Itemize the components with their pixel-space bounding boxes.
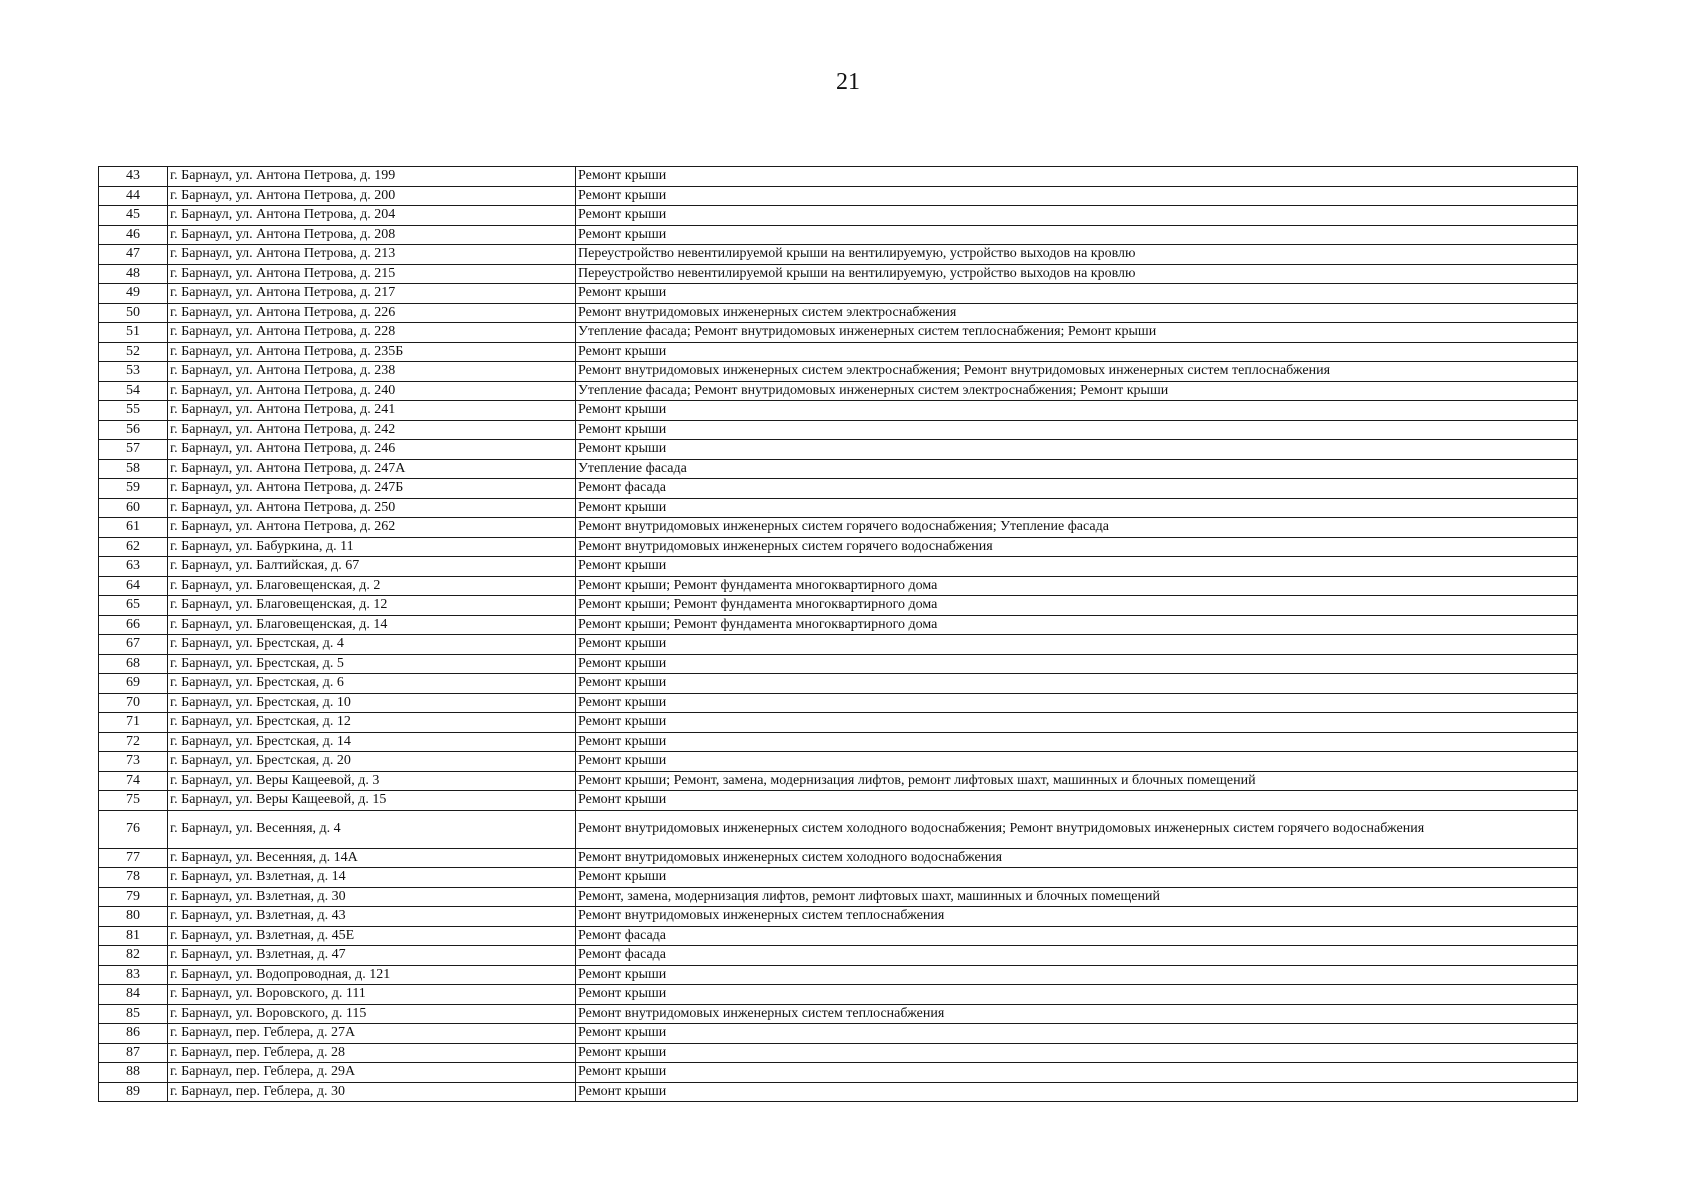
- row-number-cell: 67: [99, 635, 168, 655]
- work-type-cell: Ремонт крыши: [576, 965, 1578, 985]
- table-row: [99, 557, 1578, 577]
- work-type-cell: Ремонт крыши; Ремонт, замена, модернизация лифтов, ремонт лифтовых шахт, машинных и блочных помещений: [576, 771, 1578, 791]
- row-number-cell: 68: [99, 654, 168, 674]
- address-cell: г. Барнаул, ул. Взлетная, д. 43: [168, 907, 576, 927]
- row-number-cell: 88: [99, 1063, 168, 1083]
- address-cell: г. Барнаул, пер. Геблера, д. 29А: [168, 1063, 576, 1083]
- address-cell: г. Барнаул, ул. Антона Петрова, д. 228: [168, 323, 576, 343]
- table-row: [99, 868, 1578, 888]
- address-cell: г. Барнаул, ул. Бабуркина, д. 11: [168, 537, 576, 557]
- table-row: [99, 342, 1578, 362]
- row-number-cell: 76: [99, 810, 168, 848]
- table-body: [99, 167, 1578, 1102]
- address-cell: г. Барнаул, ул. Веры Кащеевой, д. 15: [168, 791, 576, 811]
- table-row: [99, 303, 1578, 323]
- table-row: [99, 206, 1578, 226]
- table-row: [99, 907, 1578, 927]
- table-row: [99, 615, 1578, 635]
- work-type-cell: Переустройство невентилируемой крыши на вентилируемую, устройство выходов на кровлю: [576, 245, 1578, 265]
- table-row: [99, 1063, 1578, 1083]
- row-number-cell: 84: [99, 985, 168, 1005]
- row-number-cell: 56: [99, 420, 168, 440]
- work-type-cell: Ремонт крыши: [576, 752, 1578, 772]
- address-cell: г. Барнаул, ул. Водопроводная, д. 121: [168, 965, 576, 985]
- page-number: 21: [836, 69, 860, 95]
- row-number-cell: 50: [99, 303, 168, 323]
- row-number-cell: 62: [99, 537, 168, 557]
- address-cell: г. Барнаул, ул. Благовещенская, д. 12: [168, 596, 576, 616]
- address-cell: г. Барнаул, ул. Антона Петрова, д. 217: [168, 284, 576, 304]
- address-cell: г. Барнаул, ул. Брестская, д. 10: [168, 693, 576, 713]
- work-type-cell: Ремонт внутридомовых инженерных систем горячего водоснабжения; Утепление фасада: [576, 518, 1578, 538]
- table-row: [99, 654, 1578, 674]
- row-number-cell: 73: [99, 752, 168, 772]
- table-row: [99, 887, 1578, 907]
- table-row: [99, 323, 1578, 343]
- row-number-cell: 86: [99, 1024, 168, 1044]
- row-number-cell: 63: [99, 557, 168, 577]
- work-type-cell: Ремонт крыши: [576, 225, 1578, 245]
- row-number-cell: 89: [99, 1082, 168, 1102]
- work-type-cell: Ремонт крыши: [576, 1082, 1578, 1102]
- table-row: [99, 791, 1578, 811]
- address-cell: г. Барнаул, ул. Антона Петрова, д. 250: [168, 498, 576, 518]
- work-type-cell: Утепление фасада; Ремонт внутридомовых инженерных систем теплоснабжения; Ремонт крыши: [576, 323, 1578, 343]
- address-cell: г. Барнаул, ул. Брестская, д. 5: [168, 654, 576, 674]
- address-cell: г. Барнаул, пер. Геблера, д. 27А: [168, 1024, 576, 1044]
- row-number-cell: 48: [99, 264, 168, 284]
- work-type-cell: Ремонт крыши: [576, 713, 1578, 733]
- table-row: [99, 518, 1578, 538]
- address-cell: г. Барнаул, ул. Антона Петрова, д. 247А: [168, 459, 576, 479]
- work-type-cell: Ремонт крыши: [576, 732, 1578, 752]
- table-row: [99, 946, 1578, 966]
- row-number-cell: 66: [99, 615, 168, 635]
- address-cell: г. Барнаул, ул. Веры Кащеевой, д. 3: [168, 771, 576, 791]
- row-number-cell: 58: [99, 459, 168, 479]
- address-cell: г. Барнаул, ул. Антона Петрова, д. 262: [168, 518, 576, 538]
- address-cell: г. Барнаул, ул. Весенняя, д. 4: [168, 810, 576, 848]
- table-row: [99, 479, 1578, 499]
- work-type-cell: Ремонт крыши: [576, 1043, 1578, 1063]
- address-cell: г. Барнаул, ул. Брестская, д. 20: [168, 752, 576, 772]
- address-cell: г. Барнаул, пер. Геблера, д. 30: [168, 1082, 576, 1102]
- work-type-cell: Ремонт внутридомовых инженерных систем электроснабжения; Ремонт внутридомовых инженерных систем теплоснабжения: [576, 362, 1578, 382]
- work-type-cell: Ремонт крыши: [576, 693, 1578, 713]
- row-number-cell: 72: [99, 732, 168, 752]
- table-row: [99, 459, 1578, 479]
- table-row: [99, 1082, 1578, 1102]
- row-number-cell: 64: [99, 576, 168, 596]
- work-type-cell: Ремонт внутридомовых инженерных систем холодного водоснабжения; Ремонт внутридомовых инженерных систем горячего водоснабжения: [576, 810, 1578, 848]
- table-row: [99, 752, 1578, 772]
- table-row: [99, 635, 1578, 655]
- address-cell: г. Барнаул, ул. Антона Петрова, д. 204: [168, 206, 576, 226]
- table-row: [99, 440, 1578, 460]
- work-type-cell: Ремонт крыши: [576, 674, 1578, 694]
- address-cell: г. Барнаул, ул. Взлетная, д. 30: [168, 887, 576, 907]
- address-cell: г. Барнаул, ул. Воровского, д. 111: [168, 985, 576, 1005]
- table-row: [99, 810, 1578, 848]
- row-number-cell: 82: [99, 946, 168, 966]
- address-cell: г. Барнаул, ул. Взлетная, д. 45Е: [168, 926, 576, 946]
- address-cell: г. Барнаул, ул. Антона Петрова, д. 235Б: [168, 342, 576, 362]
- row-number-cell: 44: [99, 186, 168, 206]
- row-number-cell: 49: [99, 284, 168, 304]
- work-type-cell: Ремонт крыши: [576, 498, 1578, 518]
- work-type-cell: Ремонт крыши: [576, 654, 1578, 674]
- address-cell: г. Барнаул, ул. Антона Петрова, д. 241: [168, 401, 576, 421]
- table-row: [99, 167, 1578, 187]
- table-row: [99, 596, 1578, 616]
- work-type-cell: Ремонт крыши: [576, 401, 1578, 421]
- work-type-cell: Ремонт внутридомовых инженерных систем горячего водоснабжения: [576, 537, 1578, 557]
- row-number-cell: 65: [99, 596, 168, 616]
- work-type-cell: Ремонт крыши: [576, 167, 1578, 187]
- work-type-cell: Ремонт крыши; Ремонт фундамента многоквартирного дома: [576, 596, 1578, 616]
- row-number-cell: 85: [99, 1004, 168, 1024]
- work-type-cell: Ремонт крыши: [576, 420, 1578, 440]
- table-row: [99, 693, 1578, 713]
- address-cell: г. Барнаул, ул. Брестская, д. 6: [168, 674, 576, 694]
- work-type-cell: Ремонт крыши: [576, 342, 1578, 362]
- table-row: [99, 401, 1578, 421]
- address-cell: г. Барнаул, ул. Взлетная, д. 47: [168, 946, 576, 966]
- work-type-cell: Ремонт фасада: [576, 926, 1578, 946]
- table-row: [99, 186, 1578, 206]
- work-type-cell: Ремонт фасада: [576, 946, 1578, 966]
- table-row: [99, 225, 1578, 245]
- address-cell: г. Барнаул, ул. Антона Петрова, д. 247Б: [168, 479, 576, 499]
- table-row: [99, 420, 1578, 440]
- row-number-cell: 59: [99, 479, 168, 499]
- work-type-cell: Ремонт крыши; Ремонт фундамента многоквартирного дома: [576, 576, 1578, 596]
- address-cell: г. Барнаул, ул. Антона Петрова, д. 238: [168, 362, 576, 382]
- work-type-cell: Переустройство невентилируемой крыши на вентилируемую, устройство выходов на кровлю: [576, 264, 1578, 284]
- table-row: [99, 537, 1578, 557]
- work-type-cell: Ремонт внутридомовых инженерных систем холодного водоснабжения: [576, 848, 1578, 868]
- table-row: [99, 1004, 1578, 1024]
- row-number-cell: 53: [99, 362, 168, 382]
- address-cell: г. Барнаул, ул. Антона Петрова, д. 213: [168, 245, 576, 265]
- row-number-cell: 69: [99, 674, 168, 694]
- row-number-cell: 71: [99, 713, 168, 733]
- address-cell: г. Барнаул, ул. Брестская, д. 12: [168, 713, 576, 733]
- table-row: [99, 264, 1578, 284]
- address-cell: г. Барнаул, ул. Благовещенская, д. 2: [168, 576, 576, 596]
- row-number-cell: 43: [99, 167, 168, 187]
- row-number-cell: 78: [99, 868, 168, 888]
- work-type-cell: Ремонт крыши; Ремонт фундамента многоквартирного дома: [576, 615, 1578, 635]
- row-number-cell: 54: [99, 381, 168, 401]
- address-cell: г. Барнаул, ул. Брестская, д. 4: [168, 635, 576, 655]
- work-type-cell: Ремонт крыши: [576, 557, 1578, 577]
- work-type-cell: Ремонт крыши: [576, 440, 1578, 460]
- table-row: [99, 381, 1578, 401]
- work-type-cell: Ремонт крыши: [576, 186, 1578, 206]
- table-row: [99, 1024, 1578, 1044]
- address-cell: г. Барнаул, ул. Балтийская, д. 67: [168, 557, 576, 577]
- table-row: [99, 848, 1578, 868]
- row-number-cell: 47: [99, 245, 168, 265]
- work-type-cell: Ремонт крыши: [576, 1024, 1578, 1044]
- work-type-cell: Утепление фасада: [576, 459, 1578, 479]
- work-type-cell: Ремонт внутридомовых инженерных систем электроснабжения: [576, 303, 1578, 323]
- address-cell: г. Барнаул, ул. Воровского, д. 115: [168, 1004, 576, 1024]
- row-number-cell: 52: [99, 342, 168, 362]
- work-type-cell: Ремонт крыши: [576, 791, 1578, 811]
- row-number-cell: 60: [99, 498, 168, 518]
- work-type-cell: Ремонт крыши: [576, 985, 1578, 1005]
- row-number-cell: 75: [99, 791, 168, 811]
- row-number-cell: 57: [99, 440, 168, 460]
- table-row: [99, 362, 1578, 382]
- address-cell: г. Барнаул, ул. Антона Петрова, д. 199: [168, 167, 576, 187]
- table-row: [99, 985, 1578, 1005]
- work-type-cell: Ремонт крыши: [576, 1063, 1578, 1083]
- work-type-cell: Ремонт крыши: [576, 868, 1578, 888]
- work-type-cell: Ремонт внутридомовых инженерных систем теплоснабжения: [576, 1004, 1578, 1024]
- row-number-cell: 74: [99, 771, 168, 791]
- work-type-cell: Утепление фасада; Ремонт внутридомовых инженерных систем электроснабжения; Ремонт крыши: [576, 381, 1578, 401]
- address-cell: г. Барнаул, ул. Антона Петрова, д. 200: [168, 186, 576, 206]
- row-number-cell: 83: [99, 965, 168, 985]
- row-number-cell: 79: [99, 887, 168, 907]
- table-row: [99, 674, 1578, 694]
- work-type-cell: Ремонт крыши: [576, 284, 1578, 304]
- row-number-cell: 77: [99, 848, 168, 868]
- work-type-cell: Ремонт фасада: [576, 479, 1578, 499]
- row-number-cell: 46: [99, 225, 168, 245]
- address-cell: г. Барнаул, ул. Антона Петрова, д. 246: [168, 440, 576, 460]
- address-cell: г. Барнаул, ул. Антона Петрова, д. 208: [168, 225, 576, 245]
- address-cell: г. Барнаул, ул. Брестская, д. 14: [168, 732, 576, 752]
- address-cell: г. Барнаул, ул. Антона Петрова, д. 226: [168, 303, 576, 323]
- row-number-cell: 61: [99, 518, 168, 538]
- row-number-cell: 87: [99, 1043, 168, 1063]
- table-row: [99, 576, 1578, 596]
- row-number-cell: 51: [99, 323, 168, 343]
- address-cell: г. Барнаул, ул. Благовещенская, д. 14: [168, 615, 576, 635]
- table-row: [99, 965, 1578, 985]
- table-row: [99, 245, 1578, 265]
- address-cell: г. Барнаул, ул. Взлетная, д. 14: [168, 868, 576, 888]
- row-number-cell: 45: [99, 206, 168, 226]
- table-row: [99, 732, 1578, 752]
- repair-table: [98, 166, 1578, 1102]
- table-row: [99, 1043, 1578, 1063]
- row-number-cell: 81: [99, 926, 168, 946]
- table-row: [99, 926, 1578, 946]
- table-row: [99, 771, 1578, 791]
- address-cell: г. Барнаул, пер. Геблера, д. 28: [168, 1043, 576, 1063]
- address-cell: г. Барнаул, ул. Антона Петрова, д. 215: [168, 264, 576, 284]
- address-cell: г. Барнаул, ул. Антона Петрова, д. 240: [168, 381, 576, 401]
- table-row: [99, 498, 1578, 518]
- work-type-cell: Ремонт крыши: [576, 206, 1578, 226]
- row-number-cell: 70: [99, 693, 168, 713]
- address-cell: г. Барнаул, ул. Антона Петрова, д. 242: [168, 420, 576, 440]
- table-row: [99, 713, 1578, 733]
- work-type-cell: Ремонт, замена, модернизация лифтов, ремонт лифтовых шахт, машинных и блочных помещений: [576, 887, 1578, 907]
- row-number-cell: 80: [99, 907, 168, 927]
- address-cell: г. Барнаул, ул. Весенняя, д. 14А: [168, 848, 576, 868]
- row-number-cell: 55: [99, 401, 168, 421]
- repair-table-container: [98, 166, 1578, 1102]
- table-row: [99, 284, 1578, 304]
- work-type-cell: Ремонт крыши: [576, 635, 1578, 655]
- work-type-cell: Ремонт внутридомовых инженерных систем теплоснабжения: [576, 907, 1578, 927]
